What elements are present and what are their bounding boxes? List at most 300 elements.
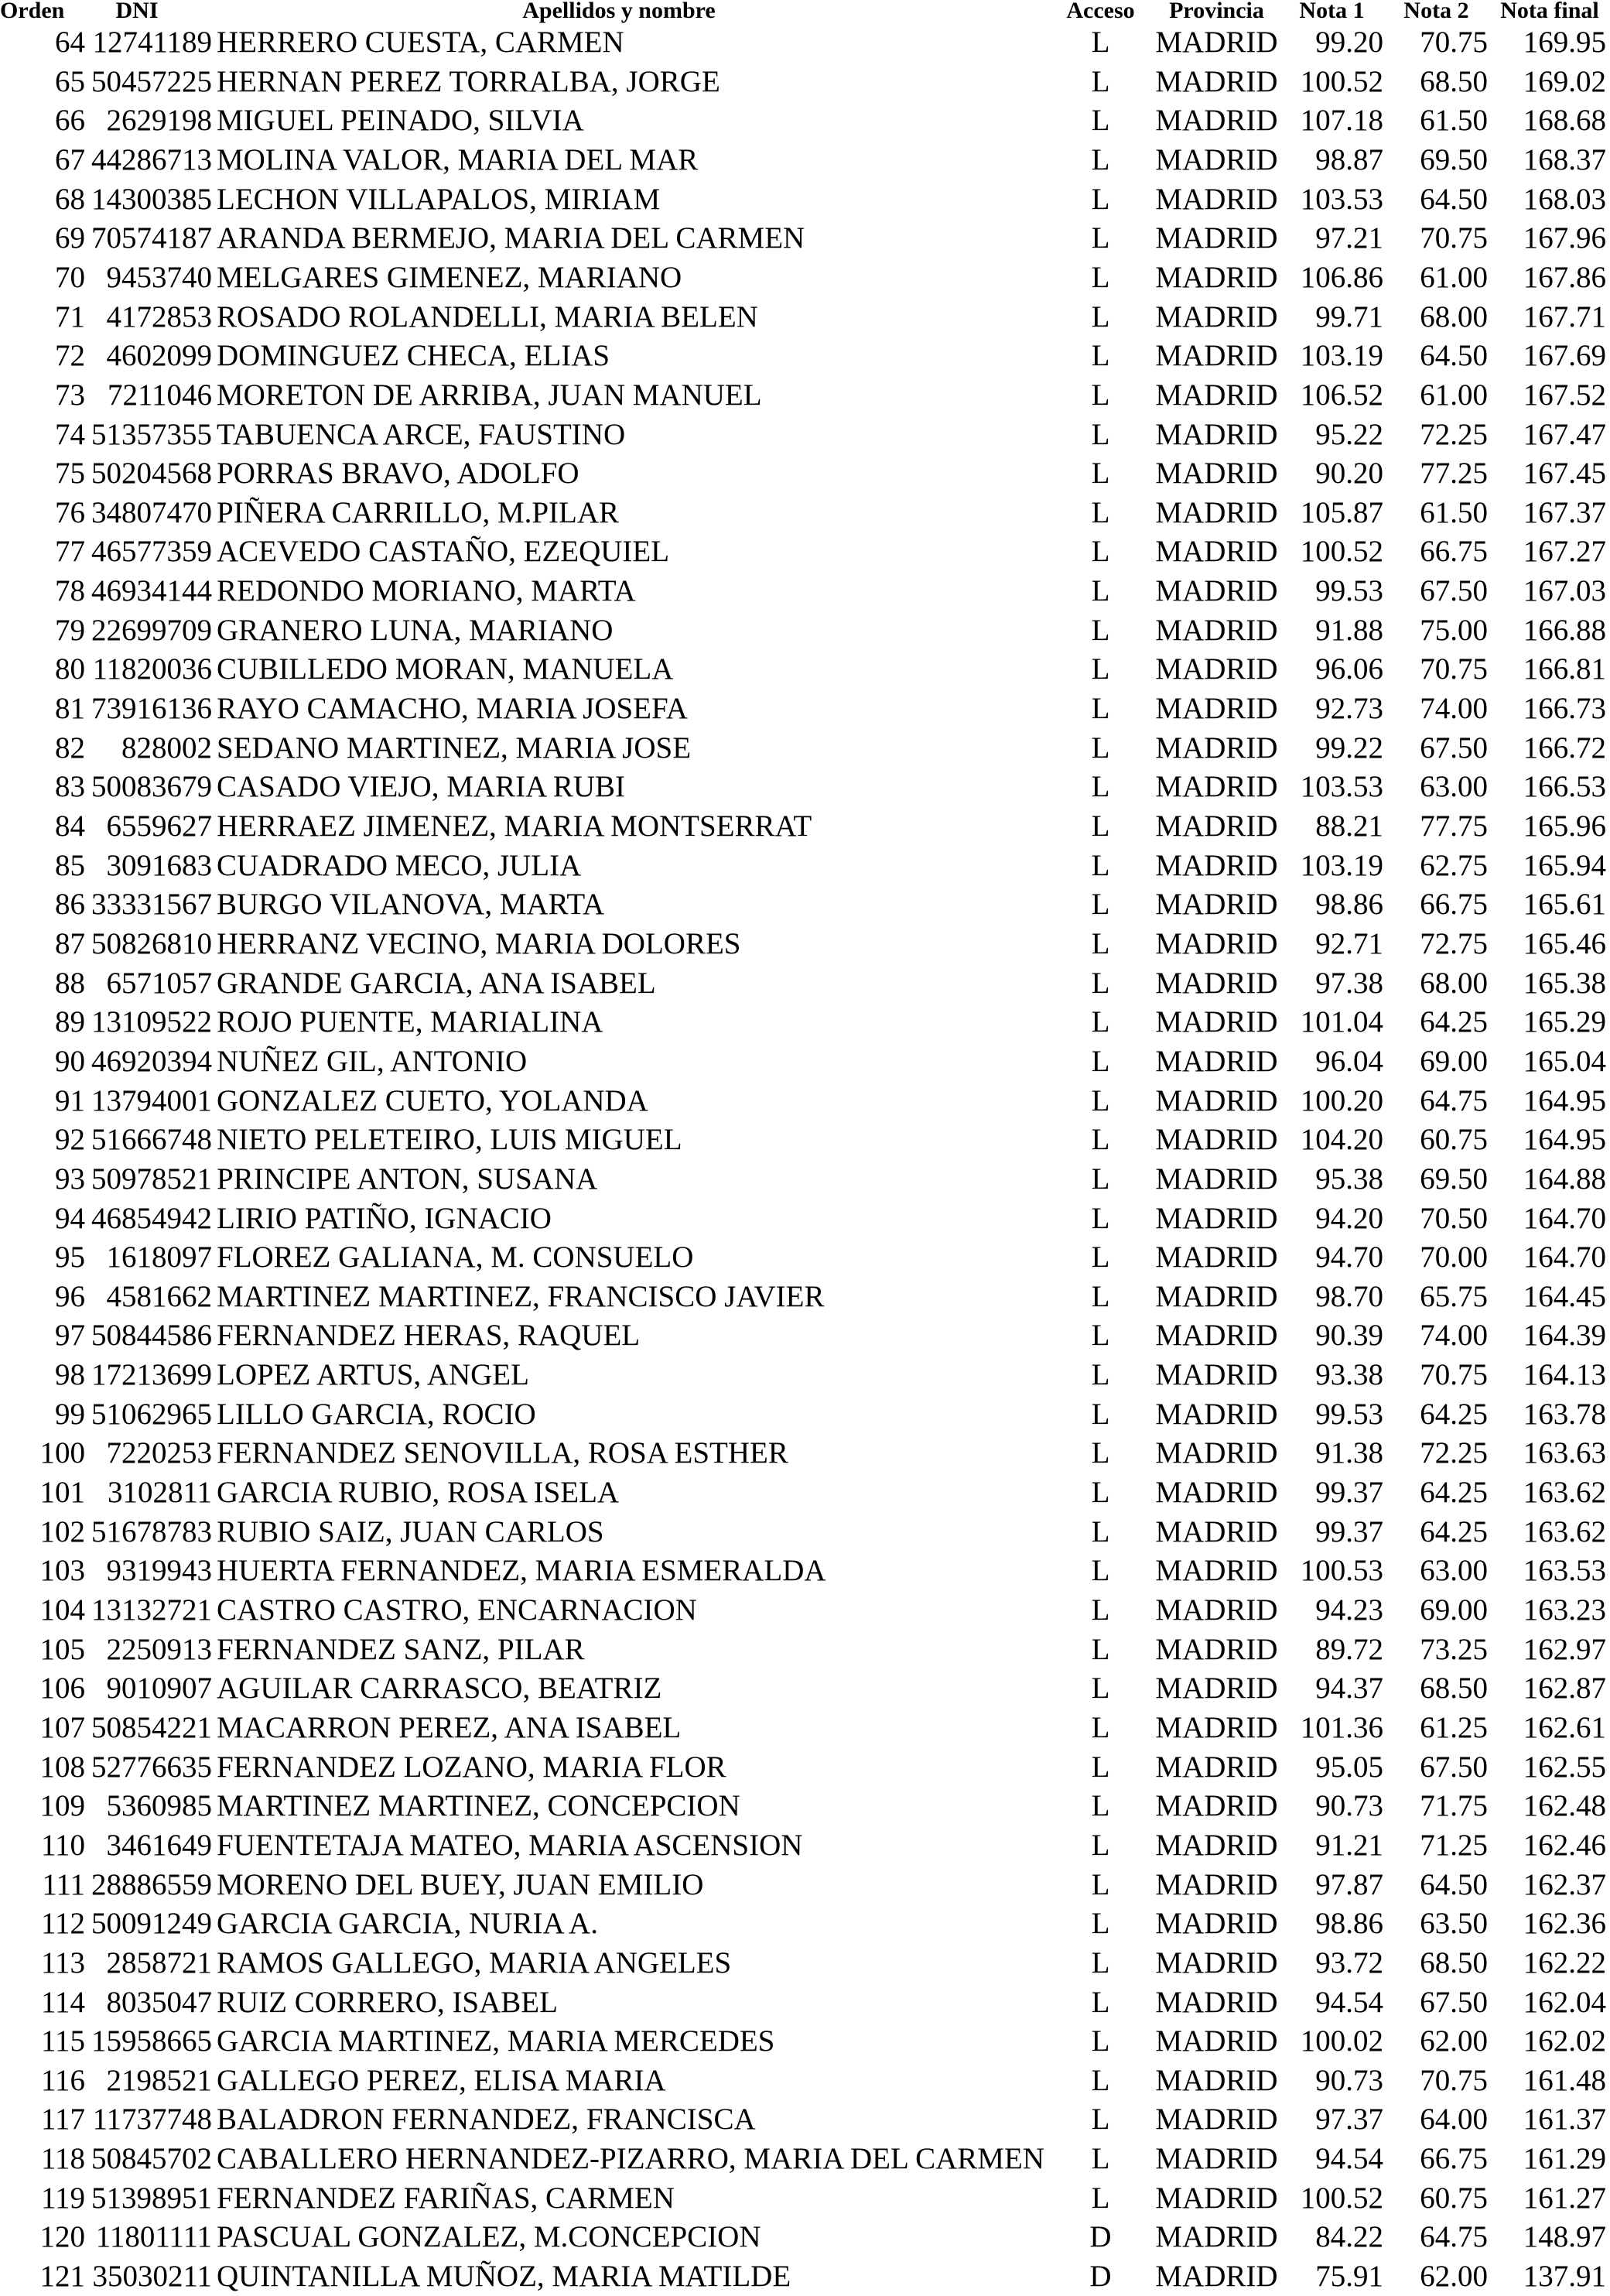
row-orden: 104 bbox=[39, 1593, 85, 1627]
row-dni: 50845702 bbox=[91, 2142, 212, 2176]
row-dni: 50854221 bbox=[91, 1710, 212, 1744]
row-nota2: 63.00 bbox=[1420, 1554, 1488, 1588]
row-nombre: FERNANDEZ SENOVILLA, ROSA ESTHER bbox=[217, 1436, 788, 1470]
table-row bbox=[0, 376, 1610, 415]
header-acceso: Acceso bbox=[1066, 0, 1135, 23]
row-acceso: L bbox=[1091, 1828, 1110, 1862]
row-nota2: 70.75 bbox=[1420, 221, 1488, 255]
row-acceso: L bbox=[1091, 1789, 1110, 1823]
row-nota1: 98.87 bbox=[1315, 142, 1383, 176]
row-nombre: PASCUAL GONZALEZ, M.CONCEPCION bbox=[217, 2220, 761, 2254]
table-row bbox=[0, 180, 1610, 219]
row-acceso: L bbox=[1091, 1436, 1110, 1470]
row-nota2: 64.25 bbox=[1420, 1397, 1488, 1431]
row-dni: 11801111 bbox=[95, 2220, 212, 2254]
table-row bbox=[0, 416, 1610, 454]
row-acceso: L bbox=[1091, 888, 1110, 922]
row-nota1: 100.52 bbox=[1300, 2181, 1383, 2215]
row-nombre: MORETON DE ARRIBA, JUAN MANUEL bbox=[217, 378, 762, 412]
row-provincia: MADRID bbox=[1155, 809, 1278, 843]
row-nombre: CASADO VIEJO, MARIA RUBI bbox=[217, 770, 626, 804]
row-nota-final: 166.72 bbox=[1523, 731, 1606, 765]
row-orden: 89 bbox=[55, 1005, 85, 1039]
row-nota2: 64.50 bbox=[1420, 182, 1488, 216]
row-nota-final: 167.27 bbox=[1523, 535, 1606, 569]
row-provincia: MADRID bbox=[1155, 1632, 1278, 1666]
header-nombre: Apellidos y nombre bbox=[522, 0, 716, 23]
row-orden: 66 bbox=[55, 104, 85, 138]
table-row bbox=[0, 219, 1610, 258]
row-nombre: LECHON VILLAPALOS, MIRIAM bbox=[217, 182, 661, 216]
row-nota2: 69.50 bbox=[1420, 1162, 1488, 1196]
row-orden: 121 bbox=[39, 2260, 85, 2294]
row-dni: 44286713 bbox=[91, 142, 212, 176]
row-nombre: LIRIO PATIÑO, IGNACIO bbox=[217, 1201, 552, 1235]
table-row bbox=[0, 1630, 1610, 1669]
row-nota2: 61.50 bbox=[1420, 104, 1488, 138]
row-acceso: L bbox=[1091, 1867, 1110, 1901]
row-nota-final: 164.95 bbox=[1523, 1083, 1606, 1117]
row-nombre: MELGARES GIMENEZ, MARIANO bbox=[217, 260, 682, 294]
row-acceso: L bbox=[1091, 574, 1110, 608]
row-nota2: 61.00 bbox=[1420, 260, 1488, 294]
row-nota-final: 163.23 bbox=[1523, 1593, 1606, 1627]
row-nota-final: 162.04 bbox=[1523, 1985, 1606, 2019]
row-nota2: 64.25 bbox=[1420, 1005, 1488, 1039]
row-provincia: MADRID bbox=[1155, 574, 1278, 608]
row-nota1: 94.20 bbox=[1315, 1201, 1383, 1235]
row-dni: 14300385 bbox=[91, 182, 212, 216]
row-nombre: GARCIA RUBIO, ROSA ISELA bbox=[217, 1476, 620, 1510]
row-dni: 11820036 bbox=[92, 652, 212, 686]
row-nota1: 97.21 bbox=[1315, 221, 1383, 255]
row-nota1: 103.53 bbox=[1300, 182, 1383, 216]
table-row bbox=[0, 494, 1610, 532]
row-orden: 102 bbox=[39, 1514, 85, 1548]
row-nota-final: 162.02 bbox=[1523, 2024, 1606, 2058]
row-nombre: CUBILLEDO MORAN, MANUELA bbox=[217, 652, 674, 686]
row-nombre: FUENTETAJA MATEO, MARIA ASCENSION bbox=[217, 1828, 803, 1862]
row-acceso: D bbox=[1089, 2220, 1112, 2254]
row-nota1: 106.86 bbox=[1300, 260, 1383, 294]
row-orden: 96 bbox=[55, 1279, 85, 1313]
row-acceso: L bbox=[1091, 1985, 1110, 2019]
row-provincia: MADRID bbox=[1155, 535, 1278, 569]
row-acceso: L bbox=[1091, 809, 1110, 843]
row-dni: 50844586 bbox=[91, 1319, 212, 1353]
row-dni: 35030211 bbox=[92, 2260, 212, 2294]
row-nota2: 68.00 bbox=[1420, 966, 1488, 1000]
table-row bbox=[0, 611, 1610, 650]
row-nota1: 106.52 bbox=[1300, 378, 1383, 412]
row-nombre: HERRANZ VECINO, MARIA DOLORES bbox=[217, 926, 741, 960]
table-row bbox=[0, 63, 1610, 101]
row-nota-final: 167.52 bbox=[1523, 378, 1606, 412]
row-nota2: 74.00 bbox=[1420, 692, 1488, 726]
row-nota-final: 162.37 bbox=[1523, 1867, 1606, 1901]
row-nota1: 98.86 bbox=[1315, 888, 1383, 922]
row-acceso: L bbox=[1091, 2063, 1110, 2097]
table-row bbox=[0, 2022, 1610, 2061]
row-nota1: 97.37 bbox=[1315, 2103, 1383, 2137]
table-row bbox=[0, 1434, 1610, 1473]
row-nota-final: 162.48 bbox=[1523, 1789, 1606, 1823]
row-nombre: CASTRO CASTRO, ENCARNACION bbox=[217, 1593, 697, 1627]
row-nota2: 70.50 bbox=[1420, 1201, 1488, 1235]
row-acceso: L bbox=[1091, 1397, 1110, 1431]
row-nota-final: 161.48 bbox=[1523, 2063, 1606, 2097]
row-nota-final: 165.46 bbox=[1523, 926, 1606, 960]
header-dni: DNI bbox=[115, 0, 159, 23]
row-provincia: MADRID bbox=[1155, 1514, 1278, 1548]
row-nota-final: 163.62 bbox=[1523, 1476, 1606, 1510]
table-row bbox=[0, 2218, 1610, 2257]
row-dni: 9453740 bbox=[106, 260, 212, 294]
row-nota2: 63.50 bbox=[1420, 1907, 1488, 1941]
row-nota2: 70.75 bbox=[1420, 26, 1488, 59]
table-row bbox=[0, 729, 1610, 768]
row-nota1: 103.19 bbox=[1300, 848, 1383, 882]
row-dni: 4581662 bbox=[106, 1279, 212, 1313]
row-nota-final: 167.71 bbox=[1523, 299, 1606, 334]
row-provincia: MADRID bbox=[1155, 1476, 1278, 1510]
row-orden: 68 bbox=[55, 182, 85, 216]
row-dni: 9319943 bbox=[106, 1554, 212, 1588]
table-row bbox=[0, 1199, 1610, 1238]
row-nota2: 67.50 bbox=[1420, 731, 1488, 765]
row-dni: 46577359 bbox=[91, 535, 212, 569]
row-acceso: L bbox=[1091, 1201, 1110, 1235]
row-provincia: MADRID bbox=[1155, 26, 1278, 59]
row-provincia: MADRID bbox=[1155, 1750, 1278, 1784]
row-orden: 119 bbox=[40, 2181, 85, 2215]
table-row bbox=[0, 1082, 1610, 1121]
row-acceso: L bbox=[1091, 1476, 1110, 1510]
row-nota2: 64.25 bbox=[1420, 1476, 1488, 1510]
row-dni: 52776635 bbox=[91, 1750, 212, 1784]
row-acceso: L bbox=[1091, 104, 1110, 138]
row-nota-final: 162.36 bbox=[1523, 1907, 1606, 1941]
row-provincia: MADRID bbox=[1155, 182, 1278, 216]
row-provincia: MADRID bbox=[1155, 1867, 1278, 1901]
row-orden: 90 bbox=[55, 1044, 85, 1078]
row-nombre: BALADRON FERNANDEZ, FRANCISCA bbox=[217, 2103, 756, 2137]
row-nombre: MIGUEL PEINADO, SILVIA bbox=[217, 104, 584, 138]
row-orden: 77 bbox=[55, 535, 85, 569]
row-provincia: MADRID bbox=[1155, 652, 1278, 686]
row-acceso: L bbox=[1091, 339, 1110, 373]
row-acceso: L bbox=[1091, 770, 1110, 804]
row-dni: 7220253 bbox=[106, 1436, 212, 1470]
row-acceso: L bbox=[1091, 1123, 1110, 1157]
row-nota2: 66.75 bbox=[1420, 2142, 1488, 2176]
row-nota-final: 165.04 bbox=[1523, 1044, 1606, 1078]
row-nota-final: 167.03 bbox=[1523, 574, 1606, 608]
row-nota-final: 167.47 bbox=[1523, 417, 1606, 451]
row-acceso: L bbox=[1091, 142, 1110, 176]
row-orden: 101 bbox=[39, 1476, 85, 1510]
row-nota-final: 166.88 bbox=[1523, 613, 1606, 647]
table-row bbox=[0, 964, 1610, 1003]
row-dni: 15958665 bbox=[91, 2024, 212, 2058]
table-row bbox=[0, 885, 1610, 924]
row-orden: 81 bbox=[55, 692, 85, 726]
row-orden: 78 bbox=[55, 574, 85, 608]
row-nombre: FERNANDEZ HERAS, RAQUEL bbox=[217, 1319, 641, 1353]
table-row bbox=[0, 1316, 1610, 1355]
row-dni: 50204568 bbox=[91, 457, 212, 491]
row-dni: 6559627 bbox=[106, 809, 212, 843]
row-orden: 108 bbox=[39, 1750, 85, 1784]
row-nota2: 64.25 bbox=[1420, 1514, 1488, 1548]
row-nota1: 95.38 bbox=[1315, 1162, 1383, 1196]
row-dni: 5360985 bbox=[106, 1789, 212, 1823]
row-nota-final: 163.53 bbox=[1523, 1554, 1606, 1588]
row-acceso: L bbox=[1091, 926, 1110, 960]
row-nota2: 74.00 bbox=[1420, 1319, 1488, 1353]
row-nota-final: 165.96 bbox=[1523, 809, 1606, 843]
row-provincia: MADRID bbox=[1155, 2063, 1278, 2097]
row-nota1: 94.37 bbox=[1315, 1672, 1383, 1706]
row-nota-final: 168.03 bbox=[1523, 182, 1606, 216]
row-acceso: L bbox=[1091, 1083, 1110, 1117]
row-orden: 94 bbox=[55, 1201, 85, 1235]
row-dni: 70574187 bbox=[91, 221, 212, 255]
row-nota1: 103.53 bbox=[1300, 770, 1383, 804]
row-nota-final: 162.55 bbox=[1523, 1750, 1606, 1784]
row-dni: 8035047 bbox=[106, 1985, 212, 2019]
row-nota-final: 164.39 bbox=[1523, 1319, 1606, 1353]
row-acceso: L bbox=[1091, 1907, 1110, 1941]
row-nombre: RUBIO SAIZ, JUAN CARLOS bbox=[217, 1514, 604, 1548]
row-provincia: MADRID bbox=[1155, 1358, 1278, 1392]
row-nota2: 67.50 bbox=[1420, 1985, 1488, 2019]
row-provincia: MADRID bbox=[1155, 926, 1278, 960]
row-provincia: MADRID bbox=[1155, 1828, 1278, 1862]
row-provincia: MADRID bbox=[1155, 1985, 1278, 2019]
row-nota1: 100.52 bbox=[1300, 64, 1383, 98]
row-nota1: 75.91 bbox=[1315, 2260, 1383, 2294]
row-orden: 82 bbox=[55, 731, 85, 765]
table-row bbox=[0, 689, 1610, 728]
row-dni: 13794001 bbox=[91, 1083, 212, 1117]
row-acceso: L bbox=[1091, 966, 1110, 1000]
table-row bbox=[0, 1591, 1610, 1630]
row-nota1: 100.20 bbox=[1300, 1083, 1383, 1117]
row-nota1: 105.87 bbox=[1300, 495, 1383, 529]
row-dni: 50457225 bbox=[91, 64, 212, 98]
row-nota-final: 167.45 bbox=[1523, 457, 1606, 491]
row-provincia: MADRID bbox=[1155, 613, 1278, 647]
row-nota-final: 166.73 bbox=[1523, 692, 1606, 726]
table-row bbox=[0, 101, 1610, 140]
row-orden: 109 bbox=[39, 1789, 85, 1823]
row-nombre: FERNANDEZ FARIÑAS, CARMEN bbox=[217, 2181, 675, 2215]
table-row bbox=[0, 1866, 1610, 1904]
row-nota-final: 164.70 bbox=[1523, 1201, 1606, 1235]
row-acceso: L bbox=[1091, 1632, 1110, 1666]
row-acceso: L bbox=[1091, 221, 1110, 255]
row-nota-final: 162.61 bbox=[1523, 1710, 1606, 1744]
row-nombre: CABALLERO HERNANDEZ-PIZARRO, MARIA DEL CARMEN bbox=[217, 2142, 1044, 2176]
table-row bbox=[0, 1552, 1610, 1590]
row-dni: 50826810 bbox=[91, 926, 212, 960]
row-nombre: ACEVEDO CASTAÑO, EZEQUIEL bbox=[217, 535, 670, 569]
row-acceso: L bbox=[1091, 457, 1110, 491]
row-orden: 86 bbox=[55, 888, 85, 922]
row-dni: 28886559 bbox=[91, 1867, 212, 1901]
row-nota1: 103.19 bbox=[1300, 339, 1383, 373]
row-orden: 88 bbox=[55, 966, 85, 1000]
row-nombre: AGUILAR CARRASCO, BEATRIZ bbox=[217, 1672, 662, 1706]
table-row bbox=[0, 2179, 1610, 2218]
table-row bbox=[0, 141, 1610, 180]
table-row bbox=[0, 1669, 1610, 1708]
row-orden: 97 bbox=[55, 1319, 85, 1353]
row-nota1: 94.70 bbox=[1315, 1240, 1383, 1275]
row-nombre: PORRAS BRAVO, ADOLFO bbox=[217, 457, 579, 491]
row-nota2: 70.75 bbox=[1420, 2063, 1488, 2097]
row-nota-final: 163.62 bbox=[1523, 1514, 1606, 1548]
row-nota-final: 168.37 bbox=[1523, 142, 1606, 176]
row-dni: 2629198 bbox=[106, 104, 212, 138]
row-nota1: 100.02 bbox=[1300, 2024, 1383, 2058]
row-provincia: MADRID bbox=[1155, 848, 1278, 882]
row-dni: 50083679 bbox=[91, 770, 212, 804]
row-nota1: 94.54 bbox=[1315, 2142, 1383, 2176]
row-nota1: 84.22 bbox=[1315, 2220, 1383, 2254]
row-nombre: LOPEZ ARTUS, ANGEL bbox=[217, 1358, 529, 1392]
row-dni: 50978521 bbox=[91, 1162, 212, 1196]
row-acceso: L bbox=[1091, 1162, 1110, 1196]
row-dni: 51666748 bbox=[91, 1123, 212, 1157]
row-acceso: L bbox=[1091, 2024, 1110, 2058]
row-provincia: MADRID bbox=[1155, 1201, 1278, 1235]
row-provincia: MADRID bbox=[1155, 1436, 1278, 1470]
row-nota1: 93.38 bbox=[1315, 1358, 1383, 1392]
row-acceso: L bbox=[1091, 1319, 1110, 1353]
row-dni: 51398951 bbox=[91, 2181, 212, 2215]
row-orden: 87 bbox=[55, 926, 85, 960]
row-provincia: MADRID bbox=[1155, 692, 1278, 726]
table-row bbox=[0, 1709, 1610, 1747]
row-nota2: 61.50 bbox=[1420, 495, 1488, 529]
row-provincia: MADRID bbox=[1155, 495, 1278, 529]
row-nota-final: 162.97 bbox=[1523, 1632, 1606, 1666]
row-nota1: 99.37 bbox=[1315, 1476, 1383, 1510]
row-nota-final: 164.13 bbox=[1523, 1358, 1606, 1392]
row-nota1: 97.87 bbox=[1315, 1867, 1383, 1901]
row-orden: 116 bbox=[40, 2063, 85, 2097]
table-row bbox=[0, 1983, 1610, 2022]
row-acceso: L bbox=[1091, 417, 1110, 451]
row-nota2: 61.00 bbox=[1420, 378, 1488, 412]
row-provincia: MADRID bbox=[1155, 1907, 1278, 1941]
row-provincia: MADRID bbox=[1155, 1279, 1278, 1313]
row-nota1: 95.22 bbox=[1315, 417, 1383, 451]
row-orden: 91 bbox=[55, 1083, 85, 1117]
row-nota-final: 167.37 bbox=[1523, 495, 1606, 529]
row-dni: 2198521 bbox=[106, 2063, 212, 2097]
row-acceso: L bbox=[1091, 652, 1110, 686]
row-provincia: MADRID bbox=[1155, 2142, 1278, 2176]
row-orden: 80 bbox=[55, 652, 85, 686]
row-nota2: 68.50 bbox=[1420, 1672, 1488, 1706]
row-provincia: MADRID bbox=[1155, 142, 1278, 176]
row-acceso: L bbox=[1091, 1005, 1110, 1039]
row-nota-final: 162.46 bbox=[1523, 1828, 1606, 1862]
row-orden: 83 bbox=[55, 770, 85, 804]
row-nota-final: 164.88 bbox=[1523, 1162, 1606, 1196]
row-nombre: GARCIA MARTINEZ, MARIA MERCEDES bbox=[217, 2024, 775, 2058]
row-nombre: GONZALEZ CUETO, YOLANDA bbox=[217, 1083, 648, 1117]
row-nota1: 99.53 bbox=[1315, 1397, 1383, 1431]
row-nota-final: 162.87 bbox=[1523, 1672, 1606, 1706]
row-nombre: HERRERO CUESTA, CARMEN bbox=[217, 26, 624, 59]
row-orden: 79 bbox=[55, 613, 85, 647]
row-nota1: 99.37 bbox=[1315, 1514, 1383, 1548]
row-dni: 33331567 bbox=[91, 888, 212, 922]
table-row bbox=[0, 1003, 1610, 1042]
row-nombre: CUADRADO MECO, JULIA bbox=[217, 848, 582, 882]
row-nota1: 94.54 bbox=[1315, 1985, 1383, 2019]
row-nota1: 89.72 bbox=[1315, 1632, 1383, 1666]
row-provincia: MADRID bbox=[1155, 1005, 1278, 1039]
row-nombre: FERNANDEZ SANZ, PILAR bbox=[217, 1632, 585, 1666]
row-nota-final: 167.69 bbox=[1523, 339, 1606, 373]
row-nombre: QUINTANILLA MUÑOZ, MARIA MATILDE bbox=[217, 2260, 791, 2294]
row-orden: 70 bbox=[55, 260, 85, 294]
row-nota2: 69.00 bbox=[1420, 1593, 1488, 1627]
row-nombre: GARCIA GARCIA, NURIA A. bbox=[217, 1907, 598, 1941]
row-nota-final: 165.61 bbox=[1523, 888, 1606, 922]
row-provincia: MADRID bbox=[1155, 1240, 1278, 1275]
row-provincia: MADRID bbox=[1155, 378, 1278, 412]
row-orden: 67 bbox=[55, 142, 85, 176]
row-nombre: FERNANDEZ LOZANO, MARIA FLOR bbox=[217, 1750, 726, 1784]
table-row bbox=[0, 768, 1610, 806]
row-nombre: ARANDA BERMEJO, MARIA DEL CARMEN bbox=[217, 221, 805, 255]
header-provincia: Provincia bbox=[1169, 0, 1264, 23]
table-row bbox=[0, 572, 1610, 611]
row-nombre: BURGO VILANOVA, MARTA bbox=[217, 888, 605, 922]
row-nombre: TABUENCA ARCE, FAUSTINO bbox=[217, 417, 626, 451]
row-provincia: MADRID bbox=[1155, 2220, 1278, 2254]
row-provincia: MADRID bbox=[1155, 1554, 1278, 1588]
row-nombre: HERRAEZ JIMENEZ, MARIA MONTSERRAT bbox=[217, 809, 812, 843]
row-nota1: 92.73 bbox=[1315, 692, 1383, 726]
row-acceso: L bbox=[1091, 692, 1110, 726]
row-acceso: L bbox=[1091, 1240, 1110, 1275]
row-orden: 117 bbox=[40, 2103, 85, 2137]
table-row bbox=[0, 23, 1610, 62]
row-orden: 74 bbox=[55, 417, 85, 451]
row-nombre: GALLEGO PEREZ, ELISA MARIA bbox=[217, 2063, 666, 2097]
row-nota-final: 137.91 bbox=[1523, 2260, 1606, 2294]
row-nota1: 90.73 bbox=[1315, 1789, 1383, 1823]
row-provincia: MADRID bbox=[1155, 731, 1278, 765]
row-nota-final: 167.96 bbox=[1523, 221, 1606, 255]
row-provincia: MADRID bbox=[1155, 1319, 1278, 1353]
table-row bbox=[0, 1121, 1610, 1159]
row-dni: 51357355 bbox=[91, 417, 212, 451]
row-nota1: 90.39 bbox=[1315, 1319, 1383, 1353]
row-acceso: L bbox=[1091, 535, 1110, 569]
row-orden: 85 bbox=[55, 848, 85, 882]
row-orden: 111 bbox=[42, 1867, 85, 1901]
row-nota-final: 166.81 bbox=[1523, 652, 1606, 686]
row-nombre: MORENO DEL BUEY, JUAN EMILIO bbox=[217, 1867, 704, 1901]
